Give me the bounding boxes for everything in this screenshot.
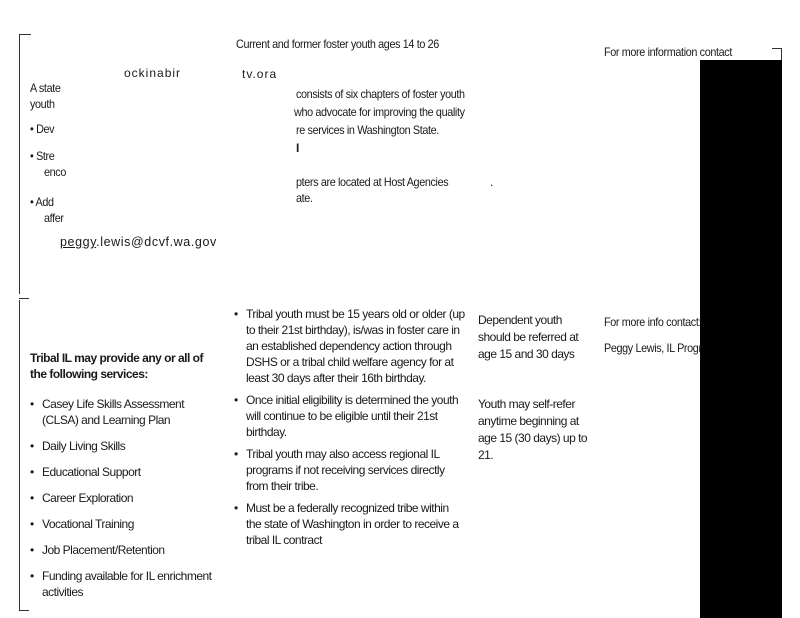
top-left-corner: [19, 34, 31, 35]
service-item: • Educational Support: [30, 464, 212, 480]
eligibility-item: • Tribal youth may also access regional IL programs if not receiving services directly from their tribe.: [234, 446, 466, 494]
email-underlined-part[interactable]: peggy: [60, 235, 97, 249]
middle-line-5: pters are located at Host Agencies: [296, 175, 449, 189]
middle-line-3: re services in Washington State.: [296, 123, 439, 137]
left-bullet-1-text: Dev: [36, 122, 55, 136]
eligibility-item: • Once initial eligibility is determined the youth will continue to be eligible until their 21st birthday.: [234, 392, 466, 440]
top-contact-label: For more information contact: [604, 45, 732, 59]
left-bullet-2: • Stre: [30, 149, 55, 163]
bottom-contact-2: Peggy Lewis, IL Progr: [604, 341, 702, 355]
left-intro-line-2: youth: [30, 97, 55, 111]
middle-line-2: who advocate for improving the quality: [294, 105, 465, 119]
service-item: • Career Exploration: [30, 490, 212, 506]
top-heading: Current and former foster youth ages 14 to 26: [236, 37, 439, 51]
referral-text-1: Dependent youth should be referred at age 15 and 30 days: [478, 313, 579, 361]
middle-line-4: I: [296, 141, 299, 155]
stray-dot: .: [490, 175, 493, 189]
eligibility-item: • Tribal youth must be 15 years old or older (up to their 21st birthday), is/was in foster care in an established dependency action through DSHS or a tribal child welfare agency for at least 30 days after their 16th birthday.: [234, 306, 466, 386]
mid-divider-tick: [19, 298, 29, 299]
referral-text-2: Youth may self-refer anytime beginning at age 15 (30 days) up to 21.: [478, 397, 588, 462]
bottom-contact-1: For more info contact:: [604, 315, 702, 329]
redaction-block: [700, 60, 782, 618]
service-item: • Job Placement/Retention: [30, 542, 212, 558]
eligibility-item: • Must be a federally recognized tribe within the state of Washington in order to receive a tribal IL contract: [234, 500, 466, 548]
left-bullet-3-text: Add: [35, 195, 54, 209]
middle-line-6: ate.: [296, 191, 313, 205]
url-fragment-2: tv.ora: [242, 67, 278, 81]
service-item: • Funding available for IL enrichment activities: [30, 568, 212, 600]
left-bullet-2-line-2: enco: [44, 165, 66, 179]
email-rest[interactable]: .lewis@dcvf.wa.gov: [96, 235, 217, 249]
left-intro-line-1: A state: [30, 81, 61, 95]
left-border-bottom: [19, 300, 20, 610]
left-bullet-2-text: Stre: [36, 149, 55, 163]
bottom-left-corner: [19, 610, 29, 611]
left-bullet-1: • Dev: [30, 122, 55, 136]
service-item: • Vocational Training: [30, 516, 212, 532]
eligibility-list: [234, 306, 466, 548]
services-title: Tribal IL may provide any or all of the following services:: [30, 351, 203, 381]
left-bullet-3: • Add: [30, 195, 54, 209]
service-item: • Daily Living Skills: [30, 438, 212, 454]
service-item: • Casey Life Skills Assessment (CLSA) and Learning Plan: [30, 396, 212, 428]
left-bullet-3-line-2: affer: [44, 211, 64, 225]
services-list: [30, 396, 212, 600]
url-fragment-1: ockinabir: [124, 66, 182, 80]
left-border-top: [19, 34, 20, 294]
middle-line-1: consists of six chapters of foster youth: [296, 87, 465, 101]
contact-email[interactable]: [60, 234, 217, 250]
right-border-top: [781, 48, 782, 60]
